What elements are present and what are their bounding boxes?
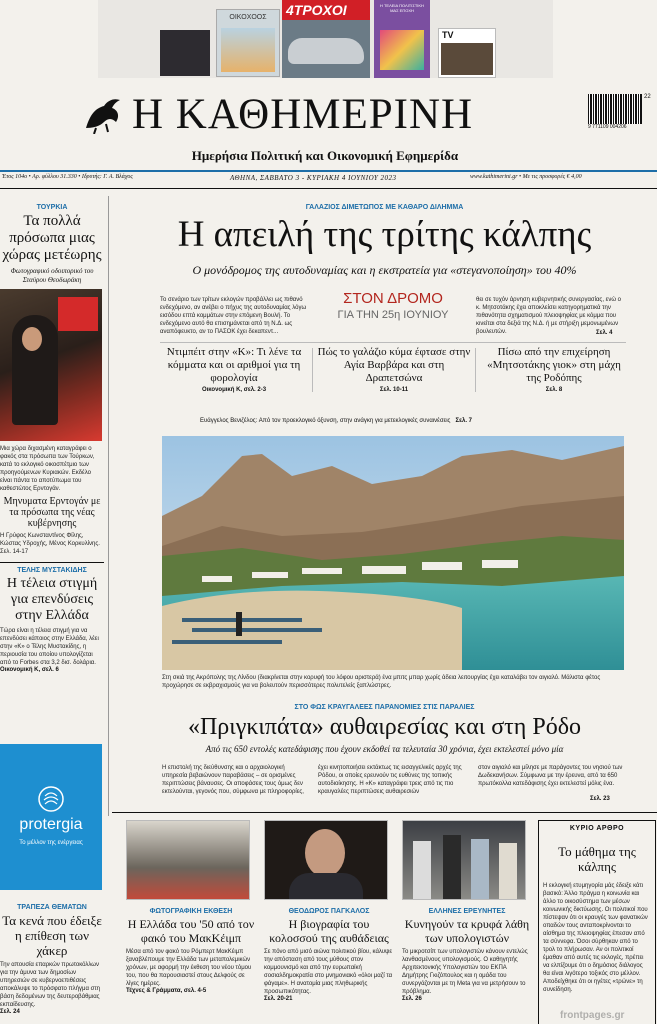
mystakidis-body: Τώρα είναι η τέλεια στιγμή για να επενδύσει κάποιος στην Ελλάδα, λέει στην «Κ» ο Τέλης Μυστακίδης, η περιουσία του οποίου υπολογίζεται από το Forbes στα 3,2 δισ. δολάρια. xyxy=(0,628,99,666)
editorial-body: Η εκλογική ετυμηγορία μάς έδειξε κάτι βασικό: Άλλο πράγμα η κοινωνία και άλλο το οικοσύστημα των μέσων κοινωνικής δικτύωσης. Οι πολιτικοί που πίστεψαν ότι οι κραυγές των φανατικών οπαδών τους ανταποκρίνονται το αίσθημα της πλειοψηφίας έπεσαν από τα σύννεφα. Όσοι σύρθηκαν από το τρολ το πλήρωσαν. Αν οι πολιτικοί έμαθαν από αυτές τις εκλογές, πρέπει να ελπίζουμε ότι ο δημόσιος διάλογος θα είναι λιγότερο τοξικός στο μέλλον. Αποδείχθηκε ότι οι ηγέτες «τρώνε» τη συνείδηση. xyxy=(543,883,648,993)
road-box[interactable] xyxy=(318,290,468,332)
insert-image xyxy=(221,28,275,72)
rhodes-ref[interactable]: Σελ. 23 xyxy=(590,796,610,802)
sub-story-title: Ντιμπέιτ στην «Κ»: Τι λένε τα κόμματα και οι αριθμοί για τη φορολογία xyxy=(166,346,302,384)
insert-title: 4ΤΡΟΧΟΙ xyxy=(282,0,370,20)
sub-story-divider xyxy=(475,348,476,392)
bottom-ref: Τέχνες & Γράμματα, σελ. 4-5 xyxy=(126,988,207,994)
insert-tv[interactable] xyxy=(438,28,496,78)
bottom-ref: Σελ. 26 xyxy=(402,996,422,1002)
person-figure xyxy=(443,835,461,900)
bottom-story-1[interactable] xyxy=(126,820,256,994)
protergia-slogan: Το μέλλον της ενέργειας xyxy=(19,840,83,846)
rhodes-title[interactable]: «Πριγκιπάτα» αυθαιρεσίας και στη Ρόδο xyxy=(187,714,582,740)
griffin-logo-icon xyxy=(82,94,124,134)
dateline-top-rule xyxy=(0,170,657,172)
turkey-dek: Φωτογραφικό οδοιπορικό του Σταύρου Θεοδωράκη xyxy=(10,267,94,284)
turkey-title[interactable]: Τα πολλά πρόσωπα μιας χώρας μετέωρης xyxy=(2,213,102,263)
lead-dek: Ο μονόδρομος της αυτοδυναμίας και η εκστρατεία για «στεγανοποίηση» του 40% xyxy=(192,263,577,277)
dateline-left: Έτος 104ο • Αρ. φύλλου 31.330 • Ιδρυτής: Γ. Α. Βλάχος xyxy=(2,174,133,180)
insert-image xyxy=(441,43,493,75)
hackers-body: Την απουσία επαρκών πρωτοκόλλων για την άμυνα των δημοσίων υπηρεσιών σε κυβερνοεπιθέσεις αποκάλυψε το πρόσφατο πλήγμα στη βάση δεδομένων της δευτεροβάθμιας εκπαίδευσης. xyxy=(0,962,101,1008)
barcode-bars xyxy=(588,94,642,124)
venizelos-text: Ευάγγελος Βενιζέλος: Από τον προεκλογικό όξυνση, στην ανάγκη για μετεκλογικές συναινέσεις xyxy=(200,418,451,424)
lindos-landscape xyxy=(162,436,624,670)
bottom-title: Η βιογραφία του κολοσσού της αυθάδειας xyxy=(269,917,389,945)
flag-image xyxy=(58,297,98,331)
turkey-ref: Η Γρύφος Κωνσταντίνος Φίλης, Κώστας Υδροχής, Μένος Κορκυλίνης. Σελ. 14-17 xyxy=(0,533,100,555)
rhodes-kicker: ΣΤΟ ΦΩΣ ΚΡΑΥΓΑΛΕΕΣ ΠΑΡΑΝΟΜΙΕΣ ΣΤΙΣ ΠΑΡΑΛΙΕΣ xyxy=(294,704,475,711)
protergia-logo-icon xyxy=(38,786,64,812)
left-divider xyxy=(0,562,104,563)
dateline xyxy=(0,174,657,186)
bottom-body: Σε πόνο από μισό αιώνα πολιτικού βίου, κάλυψε την απόσταση από τους μύθους στον κομμουνισμό και από την ευρωπαϊκή σοσιαλδημοκρατία στο μνημονιακό «όλοι μαζί τα φάγαμε». Η ανατομία μιας πληθωρικής προσωπικότητας. xyxy=(264,949,393,995)
sub-story-ref: Σελ. 10-11 xyxy=(379,387,409,393)
insert-title: TV xyxy=(442,30,454,40)
rhodes-dek: Από τις 650 εντολές κατεδάφισης που έχουν εκδοθεί τα τελευταία 30 χρόνια, έχει εκτελεστεί μόνο μία xyxy=(205,744,564,754)
lindos-caption: Στη σκιά της Ακρόπολης της Λίνδου (διακρίνεται στην κορυφή του λόφου αριστερά) ένα μπιτς μπαρ χωρίς άδεια λειτουργίας έχει καταλάβει τον αιγιαλό. Μάλιστα φέτος προχώρησε σε εκβραχισμούς για να βολευτούν περισσότερες πολυτελείς ξαπλώστρες. xyxy=(162,675,601,689)
left-column xyxy=(0,196,104,1024)
bottom-ref: Σελ. 20-21 xyxy=(264,996,293,1002)
sub-story-divider xyxy=(312,348,313,392)
insert-thumb xyxy=(160,30,210,76)
bottom-kicker: ΦΩΤΟΓΡΑΦΙΚΗ ΕΚΘΕΣΗ xyxy=(149,908,233,915)
editorial-box[interactable] xyxy=(538,820,656,1024)
protergia-brand: protergia xyxy=(19,816,83,833)
lindos-photo[interactable] xyxy=(162,436,624,670)
mystakidis-ref[interactable]: Οικονομική Κ, σελ. 6 xyxy=(0,667,59,673)
bottom-title: Η Ελλάδα του '50 από τον φακό του ΜακΚέιμπ xyxy=(127,917,255,945)
pangalos-photo xyxy=(264,820,388,900)
hackers-ref[interactable]: Σελ. 24 xyxy=(0,1009,20,1015)
sub-story-title: Πίσω από την επιχείρηση «Μητσοτάκης γιοκ» στη μάχη της Ροδόπης xyxy=(487,346,621,384)
bottom-kicker: ΕΛΛΗΝΕΣ ΕΡΕΥΝΗΤΕΣ xyxy=(428,908,506,915)
barcode-number: 9 771109 004206 xyxy=(588,124,627,130)
dateline-right: www.kathimerini.gr • Με τις προσφορές € 4,00 xyxy=(470,174,582,180)
turkey-subhead[interactable]: Μηνυματα Ερντογάν με τα πρόσωπα της νέας κυβέρνησης xyxy=(3,496,101,529)
hackers-kicker: ΤΡΑΠΕΖΑ ΘΕΜΑΤΩΝ xyxy=(17,904,87,911)
insert-title: Η ΤΕΛΕΙΑ ΠΟΛΙΤΙΣΤΙΚΗ ΜΑΣ ΕΠΟΧΗ xyxy=(380,3,424,13)
person-figure xyxy=(499,843,517,900)
mystakidis-kicker: ΤΕΛΗΣ ΜΥΣΤΑΚΙΔΗΣ xyxy=(17,567,87,574)
person-figure xyxy=(413,841,431,900)
bottom-story-2[interactable] xyxy=(264,820,394,1002)
hackers-block xyxy=(0,904,104,1015)
sub-story-ref: Σελ. 8 xyxy=(545,387,563,393)
editorial-title: Το μάθημα της κάλπης xyxy=(558,844,636,874)
lead-sub-rule xyxy=(160,342,626,343)
turkey-kicker: ΤΟΥΡΚΙΑ xyxy=(36,204,68,211)
insert-art xyxy=(380,30,424,70)
car-image xyxy=(288,38,364,64)
insert-politistiki[interactable] xyxy=(374,0,430,78)
dateline-center: ΑΘΗΝΑ, ΣΑΒΒΑΤΟ 3 - ΚΥΡΙΑΚΗ 4 ΙΟΥΝΙΟΥ 2023 xyxy=(230,174,397,182)
masthead-subtitle: Ημερήσια Πολιτική και Οικονομική Εφημερίδα xyxy=(191,148,459,163)
barcode xyxy=(588,94,650,138)
road-box-title: ΣΤΟΝ ΔΡΟΜΟ xyxy=(343,290,443,307)
insert-oikoxoos[interactable] xyxy=(216,9,280,77)
insert-4troxoi[interactable] xyxy=(282,0,370,78)
bottom-rule xyxy=(112,812,657,813)
insert-title: ΟΙΚΟΧΟΟΣ xyxy=(229,14,267,21)
bottom-title: Κυνηγούν τα κρυφά λάθη των υπολογιστών xyxy=(404,917,530,945)
rhodes-col1: Η επιστολή της διεύθυνσης και ο αρχαιολογική υπηρεσία βεβαιώνουν παραβάσεις – σε ορισμένες περιπτώσεις βάναυσες. Οι αποφάσεις τους όμως δεν εκτελούνται, γεγονός που, σύμφωνα με πληροφορίες, xyxy=(162,765,304,795)
rhodes-col2: έχει κινητοποιήσει εκτάκτως τις εισαγγελικές αρχές της Ρόδου, οι οποίες ερευνούν τις ευθύνες της τοπικής αυτοδιοίκησης. Η «Κ» καταγράφει τρεις από τις πιο κραυγαλέες περιπτώσεις αυθαιρεσιών xyxy=(318,765,462,795)
sub-story-3[interactable] xyxy=(480,346,628,393)
barcode-issue: 22 xyxy=(644,94,651,100)
sub-story-1[interactable] xyxy=(160,346,308,393)
researchers-photo xyxy=(402,820,526,900)
editorial-kicker: ΚΥΡΙΟ ΑΡΘΡΟ xyxy=(569,825,625,832)
sub-story-title: Πώς το γαλάζιο κύμα έφτασε στην Αγία Βαρβάρα και στη Δραπετσώνα xyxy=(317,346,471,384)
portrait-face xyxy=(305,829,345,877)
woman-face xyxy=(22,327,42,351)
masthead xyxy=(0,78,657,170)
turkey-photo[interactable] xyxy=(0,289,102,441)
masthead-title: Η ΚΑΘΗΜΕΡΙΝΗ xyxy=(132,91,474,138)
bottom-story-3[interactable] xyxy=(402,820,532,1002)
road-box-subtitle: ΓΙΑ ΤΗΝ 25η ΙΟΥΝΙΟΥ xyxy=(337,309,449,321)
bottom-kicker: ΘΕΟΔΩΡΟΣ ΠΑΓΚΑΛΟΣ xyxy=(288,908,370,915)
bottom-body: Μέσα από τον φακό του Ρόμπερτ ΜακΚέιμπ ξαναβλέπουμε την Ελλάδα των μεταπολεμικών χρόνων, με αφορμή την έκθεση του νέου τόμου του, που θα παρουσιαστεί στους Δελφούς σε λίγες ημέρες. xyxy=(126,949,252,987)
bottom-body: Το μικροτσίπ των υπολογιστών κάνουν εντελώς λανθασμένους υπολογισμούς. Ο καθηγητής Αρχιτεκτονικής Υπολογιστών του ΕΚΠΑ Δημήτρης Γκιζόπουλος και η ομάδα του συνεργάζονται με τη Meta για να μετρήσουν το πρόβλημα. xyxy=(402,949,528,995)
turkey-body: Μια χώρα διχασμένη καταγράφει ο φακός στα πρόσωπα των Τούρκων, κατά το εκλογικό οικοσπέτμιο των προηγούμενων Κυριακών. Εκδέλο είναι πάντα το αποτύπωμα του καθεστώτος Ερντογάν. xyxy=(0,446,95,492)
lead-col3: θει σε τυχόν άρνηση κυβερνητικής συνεργασίας, ενώ ο κ. Μητσοτάκης έχει αποκλείσει κατηγορηματικά την πιθανότητα σχηματισμού πλειοψηφίας με κόμμα που κινείται στα δεξιά της Ν.Δ. ή με στήριξη μεμονωμένων βουλευτών. xyxy=(476,297,622,335)
rhodes-col3: στον αιγιαλό και μίλησε με παράγοντες του νησιού των Δωδεκανήσων. Σύμφωνα με την έρευνα, από τα 650 πρωτόκολλα κατεδάφισης έχει εκτελεστεί μόλις ένα. xyxy=(478,765,623,787)
venizelos-line[interactable] xyxy=(200,407,640,426)
protergia-ad[interactable] xyxy=(0,744,102,890)
lead-kicker: ΓΑΛΑΖΙΟΣ ΔΙΜΕΤΩΠΟΣ ΜΕ ΚΑΘΑΡΟ ΔΙΛΗΜΜΑ xyxy=(305,204,464,211)
dateline-bottom-rule xyxy=(0,188,657,189)
venizelos-ref: Σελ. 7 xyxy=(455,418,472,424)
mystakidis-title[interactable]: Η τέλεια στιγμή για επενδύσεις στην Ελλάδα xyxy=(6,576,98,623)
lead-col1: Το σενάριο των τρίτων εκλογών προβάλλει ως πιθανό ενδεχόμενο, αν ανέβει ο πήχυς της αυτοδυναμίας λόγω εισόδου επτά κομμάτων στην επόμενη Βουλή. Το ενδεχόμενο αυτό θα επισημάνεται από τη Ν.Δ. ως αναπόφευκτο, αν το ΠΑΣΟΚ έχει δεκαπεντ... xyxy=(160,297,307,335)
portrait-suit xyxy=(289,873,363,900)
watermark: frontpages.gr xyxy=(560,1010,625,1021)
sub-story-ref: Οικονομική Κ, σελ. 2-3 xyxy=(201,387,267,393)
left-column-divider xyxy=(108,196,109,816)
top-inserts-banner xyxy=(98,0,553,78)
lead-title[interactable]: Η απειλή της τρίτης κάλπης xyxy=(177,214,592,255)
mccabe-photo xyxy=(126,820,250,900)
hackers-title[interactable]: Τα κενά που έδειξε η επίθεση των χάκερ xyxy=(2,913,102,958)
person-figure xyxy=(471,839,489,900)
sub-story-2[interactable] xyxy=(316,346,472,393)
lead-col3-ref[interactable]: Σελ. 4 xyxy=(596,330,613,336)
